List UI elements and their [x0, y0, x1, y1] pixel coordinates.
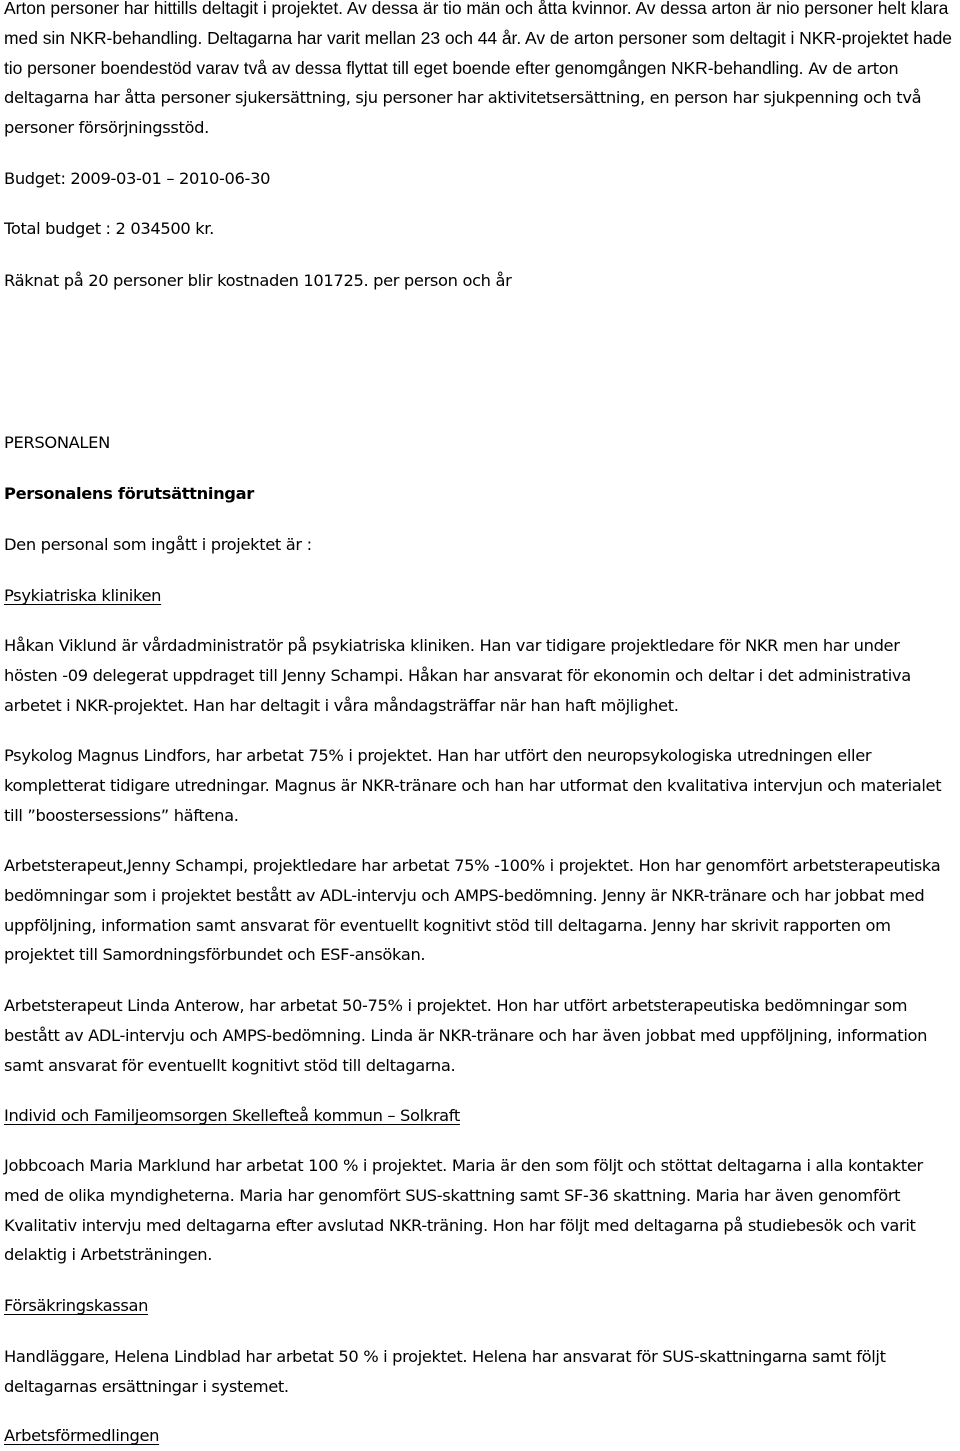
paragraph-magnus: Psykolog Magnus Lindfors, har arbetat 75% i projektet. Han har utfört den neuropsykologiska utredningen eller kompletterat tidigare utredningar. Magnus är NKR-tränare och han har utformat den kvalitativa intervjun och materialet till ”boostersessions” häftena.	[4, 746, 942, 825]
paragraph-jenny: Arbetsterapeut,Jenny Schampi, projektledare har arbetat 75% -100% i projektet. Hon har genomfört arbetsterapeutiska bedömningar som i projektet bestått av ADL-intervju och AMPS-bedömning. Jenny är NKR-tränare och har jobbat med uppföljning, information samt ansvarat för eventuellt kognitivt stöd till deltagarna. Jenny har skrivit rapporten om projektet till Samordningsförbundet och ESF-ansökan.	[4, 856, 941, 965]
intro-paragraph	[0, 0, 960, 143]
org-heading-arbetsformedlingen: Arbetsförmedlingen	[4, 1426, 160, 1445]
org-heading-psykiatri: Psykiatriska kliniken	[4, 586, 162, 605]
cost-per-person-line: Räknat på 20 personer blir kostnaden 101725. per person och år	[4, 271, 512, 290]
paragraph-helena: Handläggare, Helena Lindblad har arbetat 50 % i projektet. Helena har ansvarat för SUS-skattningarna samt följt deltagarnas ersättningar i systemet.	[4, 1347, 886, 1396]
intro-text: Arton personer har hittills deltagit i projektet. Av dessa är tio män och åtta kvinnor. Av dessa arton är nio personer helt klara med sin NKR-behandling. Deltagarna har varit mellan 23 och 44 år. Av de arton personer som deltagit i NKR-projektet hade tio personer boendestöd varav två av dessa flyttat till eget boende efter genomgången NKR-behandling.	[4, 0, 952, 78]
section-heading: PERSONALEN	[4, 433, 110, 452]
org-heading-forsakringskassan: Försäkringskassan	[4, 1296, 149, 1315]
total-budget-line: Total budget : 2 034500 kr.	[4, 219, 214, 238]
paragraph-maria: Jobbcoach Maria Marklund har arbetat 100 % i projektet. Maria är den som följt och stöttat deltagarna i alla kontakter med de olika myndigheterna. Maria har genomfört SUS-skattning samt SF-36 skattning. Maria har även genomfört Kvalitativ intervju med deltagarna efter avslutad NKR-träning. Hon har följt med deltagarna på studiebesök och varit delaktig i Arbetsträningen.	[4, 1156, 923, 1265]
paragraph-hakan: Håkan Viklund är vårdadministratör på psykiatriska kliniken. Han var tidigare projektledare för NKR men har under hösten -09 delegerat uppdraget till Jenny Schampi. Håkan har ansvarat för ekonomin och deltar i det administrativa arbetet i NKR-projektet. Han har deltagit i våra måndagsträffar när han haft möjlighet.	[4, 636, 911, 715]
staff-intro: Den personal som ingått i projektet är :	[4, 535, 312, 554]
subheading: Personalens förutsättningar	[4, 484, 254, 503]
paragraph-linda: Arbetsterapeut Linda Anterow, har arbetat 50-75% i projektet. Hon har utfört arbetsterapeutiska bedömningar som bestått av ADL-intervju och AMPS-bedömning. Linda är NKR-tränare och har även jobbat med uppföljning, information samt ansvarat för eventuellt kognitivt stöd till deltagarna.	[4, 996, 928, 1075]
intro-text-continued: Av de arton deltagarna har åtta personer sjukersättning, sju personer har aktivitetsersättning, en person har sjukpenning och två personer försörjningsstöd.	[4, 58, 922, 138]
org-heading-ifo: Individ och Familjeomsorgen Skellefteå kommun – Solkraft	[4, 1106, 460, 1125]
budget-line: Budget: 2009-03-01 – 2010-06-30	[4, 169, 271, 188]
